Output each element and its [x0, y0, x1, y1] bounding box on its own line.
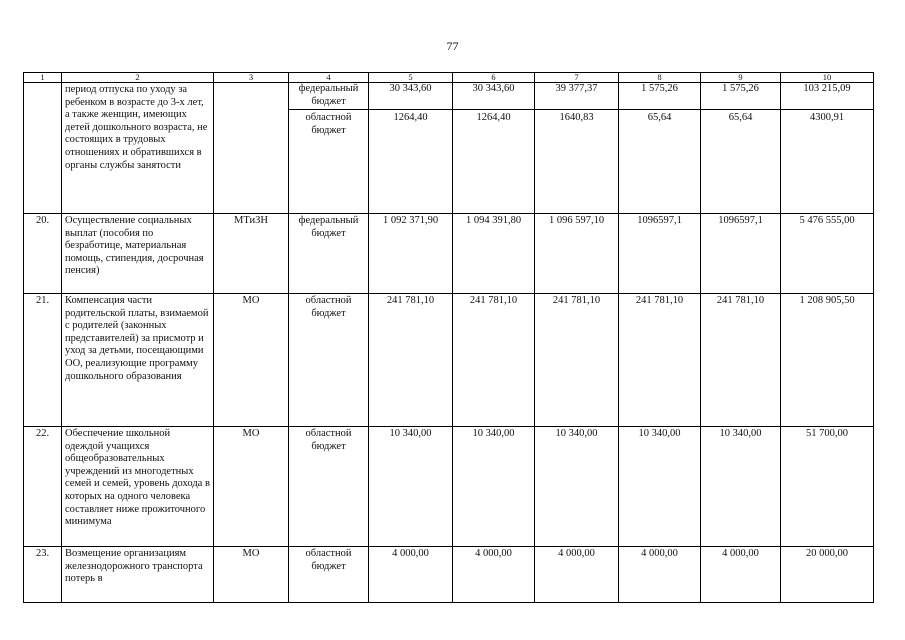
value-cell: [701, 83, 781, 214]
value-federal: 39 377,37: [535, 83, 618, 110]
value-cell: 241 781,10: [369, 294, 453, 427]
row-description: период отпуска по уходу за ребенком в возрасте до 3-х лет, а также женщин, имеющих детей дошкольного возраста, не состоящих в трудовых отношениях и обратившихся в органы службы занятости: [62, 83, 214, 214]
header-cell: 1: [24, 73, 62, 83]
value-cell: 1 208 905,50: [781, 294, 874, 427]
value-cell: 4 000,00: [619, 547, 701, 603]
budget-table: [23, 72, 874, 603]
value-cell: 1 096 597,10: [535, 214, 619, 294]
row-executor: МО: [214, 547, 289, 603]
row-description: Осуществление социальных выплат (пособия по безработице, материальная помощь, стипендия, досрочная пенсия): [62, 214, 214, 294]
header-cell: 10: [781, 73, 874, 83]
value-cell: [535, 83, 619, 214]
value-cell: [369, 83, 453, 214]
row-description: Компенсация части родительской платы, взимаемой с родителей (законных представителей) за присмотр и уход за детьми, посещающими ОО, реализующие программу дошкольного образования: [62, 294, 214, 427]
header-cell: 8: [619, 73, 701, 83]
row-source: областной бюджет: [289, 427, 369, 547]
value-cell: 241 781,10: [701, 294, 781, 427]
value-cell: 241 781,10: [453, 294, 535, 427]
table-row: [24, 547, 874, 603]
value-regional: 1264,40: [476, 112, 511, 123]
value-regional: 4300,91: [809, 112, 845, 123]
header-cell: 5: [369, 73, 453, 83]
header-cell: 9: [701, 73, 781, 83]
source-regional: областной бюджет: [305, 112, 352, 136]
row-executor: [214, 83, 289, 214]
value-federal: 103 215,09: [781, 83, 873, 110]
value-cell: 1 092 371,90: [369, 214, 453, 294]
value-federal: 1 575,26: [619, 83, 700, 110]
value-cell: 10 340,00: [619, 427, 701, 547]
row-executor: МТиЗН: [214, 214, 289, 294]
value-cell: 1 094 391,80: [453, 214, 535, 294]
value-cell: 4 000,00: [369, 547, 453, 603]
value-cell: 4 000,00: [535, 547, 619, 603]
value-cell: 5 476 555,00: [781, 214, 874, 294]
row-source: областной бюджет: [289, 294, 369, 427]
row-number: 22.: [24, 427, 62, 547]
header-cell: 7: [535, 73, 619, 83]
header-cell: 3: [214, 73, 289, 83]
value-cell: [619, 83, 701, 214]
value-cell: 10 340,00: [453, 427, 535, 547]
row-description: Обеспечение школьной одеждой учащихся общеобразовательных учреждений из многодетных семей и семей, уровень дохода в которых на одного человека составляет ниже прожиточного минимума: [62, 427, 214, 547]
value-federal: 1 575,26: [701, 83, 780, 110]
header-cell: 4: [289, 73, 369, 83]
value-cell: 1096597,1: [701, 214, 781, 294]
row-source: [289, 83, 369, 214]
table-row: [24, 294, 874, 427]
page-number: 77: [446, 39, 459, 53]
value-cell: 20 000,00: [781, 547, 874, 603]
row-number: 20.: [24, 214, 62, 294]
value-cell: 10 340,00: [369, 427, 453, 547]
value-cell: 10 340,00: [535, 427, 619, 547]
row-number: 21.: [24, 294, 62, 427]
table-row: [24, 214, 874, 294]
row-source: федеральный бюджет: [289, 214, 369, 294]
value-cell: 4 000,00: [453, 547, 535, 603]
row-executor: МО: [214, 427, 289, 547]
value-cell: 241 781,10: [535, 294, 619, 427]
table-row-continued: [24, 83, 874, 214]
value-federal: 30 343,60: [369, 83, 452, 110]
value-regional: 65,64: [647, 112, 672, 123]
value-federal: 30 343,60: [453, 83, 534, 110]
value-cell: 4 000,00: [701, 547, 781, 603]
value-cell: 241 781,10: [619, 294, 701, 427]
value-regional: 1264,40: [393, 112, 428, 123]
source-federal: федеральный бюджет: [289, 83, 368, 110]
value-cell: [453, 83, 535, 214]
table-row: [24, 427, 874, 547]
value-cell: [781, 83, 874, 214]
row-source: областной бюджет: [289, 547, 369, 603]
header-cell: 6: [453, 73, 535, 83]
value-cell: 51 700,00: [781, 427, 874, 547]
header-cell: 2: [62, 73, 214, 83]
row-number: [24, 83, 62, 214]
value-cell: 1096597,1: [619, 214, 701, 294]
value-cell: 10 340,00: [701, 427, 781, 547]
row-description: Возмещение организациям железнодорожного транспорта потерь в: [62, 547, 214, 603]
value-regional: 1640,83: [559, 112, 594, 123]
value-regional: 65,64: [728, 112, 753, 123]
row-executor: МО: [214, 294, 289, 427]
header-row: [24, 73, 874, 83]
row-number: 23.: [24, 547, 62, 603]
